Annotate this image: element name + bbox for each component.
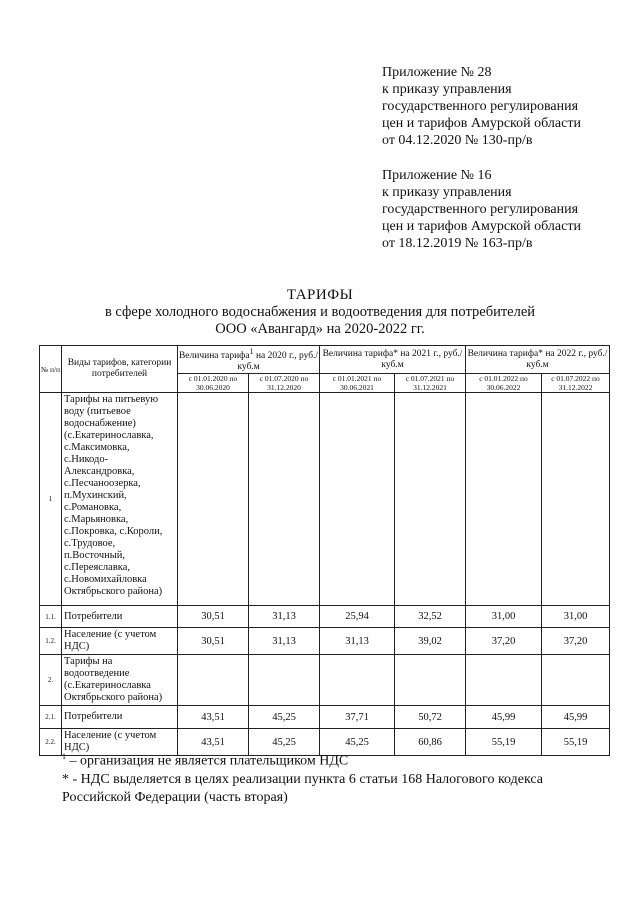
tariff-value: 31,00 (542, 606, 610, 628)
column-header-2021: Величина тарифа* на 2021 г., руб./куб.м (320, 346, 466, 374)
table-row (40, 393, 610, 606)
appendix-line: цен и тарифов Амурской области (382, 116, 581, 131)
tariff-value (466, 393, 542, 606)
tariff-value: 30,51 (178, 628, 249, 655)
tariff-value (320, 393, 395, 606)
table-header-row (40, 346, 610, 374)
tariff-value: 45,25 (249, 729, 320, 756)
period-header: с 01.01.2022 по 30.06.2022 (466, 374, 542, 393)
period-header: с 01.07.2020 по 31.12.2020 (249, 374, 320, 393)
appendix-header-16 (382, 167, 632, 252)
appendix-line: государственного регулирования (382, 202, 579, 217)
appendix-header-28 (382, 64, 632, 149)
tariff-value: 43,51 (178, 706, 249, 729)
period-header: с 01.07.2021 по 31.12.2021 (395, 374, 466, 393)
tariff-value: 37,20 (466, 628, 542, 655)
tariff-value: 45,99 (466, 706, 542, 729)
tariff-value (395, 655, 466, 706)
period-header: с 01.01.2021 по 30.06.2021 (320, 374, 395, 393)
tariff-value: 45,25 (320, 729, 395, 756)
document-title (0, 287, 640, 338)
row-number: 2.1. (40, 706, 62, 729)
tariff-value: 55,19 (466, 729, 542, 756)
tariff-value (395, 393, 466, 606)
row-name: Тарифы на питьевую воду (питьевое водоснабжение) (с.Екатеринославка, с.Максимовка, с.Никодо-Александровка, с.Песчаноозерка, п.Мухинский, с.Романовка, с.Марьяновка, с.Покровка, с.Короли, с.Трудовое, п.Восточный, с.Переяславка, с.Новомихайловка Октябрьского района) (62, 393, 178, 606)
tariff-value (249, 655, 320, 706)
appendix-date: от 18.12.2019 № 163-пр/в (382, 236, 533, 251)
appendix-line: государственного регулирования (382, 99, 579, 114)
tariff-value: 31,13 (249, 606, 320, 628)
appendix-line: к приказу управления (382, 185, 512, 200)
tariff-value (249, 393, 320, 606)
tariff-value: 25,94 (320, 606, 395, 628)
appendix-title: Приложение № 16 (382, 168, 492, 183)
table-row (40, 628, 610, 655)
row-number: 1.2. (40, 628, 62, 655)
table-row (40, 706, 610, 729)
column-header-number: № п/п (40, 346, 62, 393)
appendix-title: Приложение № 28 (382, 65, 492, 80)
tariff-value: 39,02 (395, 628, 466, 655)
row-number: 1 (40, 393, 62, 606)
period-header: с 01.07.2022 по 31.12.2022 (542, 374, 610, 393)
tariff-value (466, 655, 542, 706)
footnote-vat-note: * - НДС выделяется в целях реализации пункта 6 статьи 168 Налогового кодекса (62, 771, 544, 787)
table-row (40, 606, 610, 628)
tariff-value: 55,19 (542, 729, 610, 756)
tariff-value: 31,13 (249, 628, 320, 655)
column-header-name: Виды тарифов, категории потребителей (62, 346, 178, 393)
appendix-line: цен и тарифов Амурской области (382, 219, 581, 234)
tariff-value (178, 655, 249, 706)
tariff-value: 31,13 (320, 628, 395, 655)
row-name: Население (с учетом НДС) (62, 628, 178, 655)
row-name: Тарифы на водоотведение (с.Екатеринославка Октябрьского района) (62, 655, 178, 706)
tariff-value (320, 655, 395, 706)
tariff-value: 45,99 (542, 706, 610, 729)
title-main: ТАРИФЫ (286, 287, 354, 303)
row-name: Потребители (62, 606, 178, 628)
row-name: Население (с учетом НДС) (62, 729, 178, 756)
tariff-value: 37,20 (542, 628, 610, 655)
appendix-line: к приказу управления (382, 82, 512, 97)
tariff-value (178, 393, 249, 606)
tariff-value: 30,51 (178, 606, 249, 628)
tariff-value: 43,51 (178, 729, 249, 756)
tariff-value: 32,52 (395, 606, 466, 628)
footnotes (62, 748, 543, 807)
title-subtitle: в сфере холодного водоснабжения и водоотведения для потребителей (104, 304, 536, 320)
row-number: 2. (40, 655, 62, 706)
tariff-value (542, 393, 610, 606)
row-name: Потребители (62, 706, 178, 729)
appendix-date: от 04.12.2020 № 130-пр/в (382, 133, 533, 148)
tariff-value: 37,71 (320, 706, 395, 729)
table-row (40, 655, 610, 706)
tariff-value: 31,00 (466, 606, 542, 628)
column-header-2022: Величина тарифа* на 2022 г., руб./куб.м (466, 346, 610, 374)
title-subtitle: ООО «Авангард» на 2020-2022 гг. (215, 321, 425, 337)
footnote-vat-exempt: $^1$ – организация не является плательщиком НДС (62, 752, 349, 769)
footnote-vat-note-cont: Российской Федерации (часть вторая) (62, 789, 288, 805)
tariff-value: 60,86 (395, 729, 466, 756)
row-number: 1.1. (40, 606, 62, 628)
row-number: 2.2. (40, 729, 62, 756)
tariff-value (542, 655, 610, 706)
column-header-2020: Величина тарифа$^1$ на 2020 г., руб./куб.м (178, 347, 319, 373)
period-header: с 01.01.2020 по 30.06.2020 (178, 374, 249, 393)
tariff-value: 45,25 (249, 706, 320, 729)
tariff-value: 50,72 (395, 706, 466, 729)
tariff-table (39, 345, 610, 756)
